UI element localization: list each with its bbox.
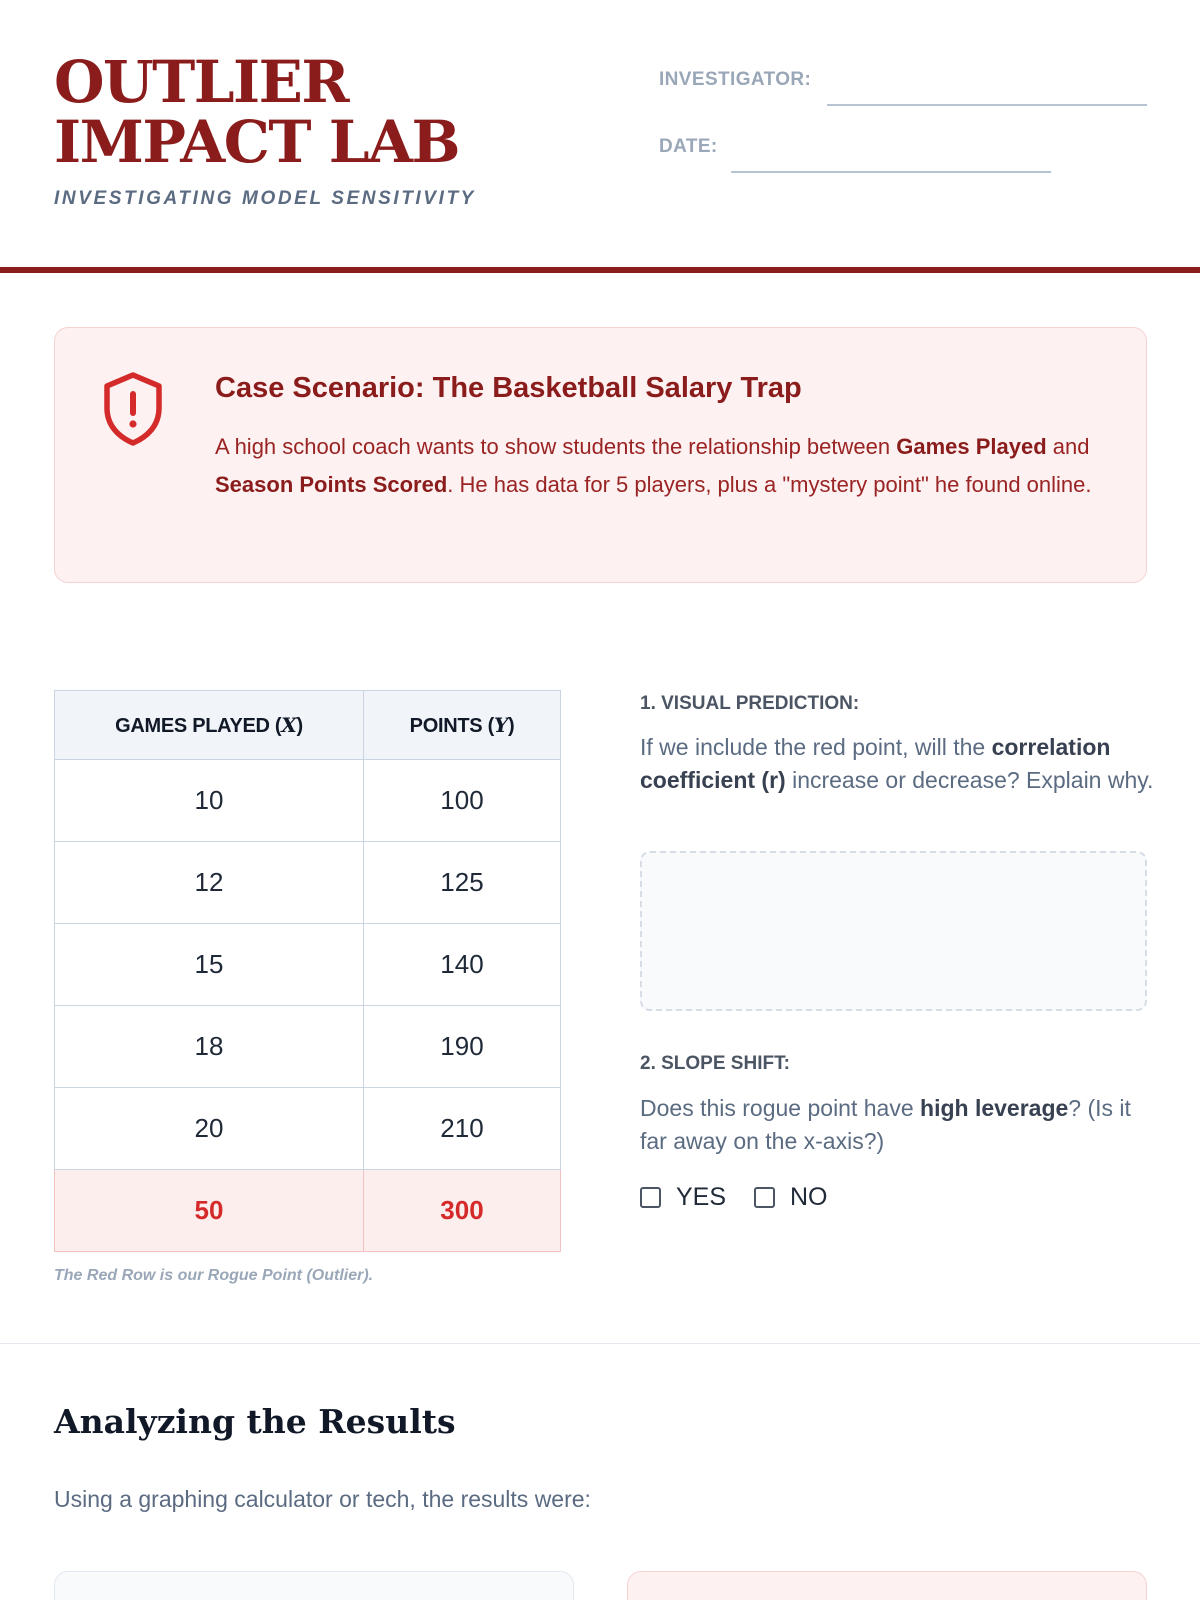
table-caption: The Red Row is our Rogue Point (Outlier).: [54, 1267, 374, 1284]
no-checkbox[interactable]: [754, 1187, 775, 1208]
cell-points: 210: [364, 1088, 561, 1170]
column-header-points: POINTS (Y): [364, 691, 561, 760]
column-header-games: GAMES PLAYED (X): [55, 691, 364, 760]
shield-alert-icon: [101, 370, 165, 446]
cell-games: 12: [55, 842, 364, 924]
investigator-field[interactable]: [827, 104, 1147, 106]
page-title: OUTLIER IMPACT LAB: [54, 48, 460, 176]
investigator-label: INVESTIGATOR:: [659, 69, 812, 90]
cell-points-outlier: 300: [364, 1170, 561, 1252]
data-table: [54, 690, 561, 1252]
yes-label: YES: [676, 1183, 727, 1211]
table-row: [55, 760, 561, 842]
question-1-label: 1. VISUAL PREDICTION:: [640, 693, 860, 714]
yes-checkbox[interactable]: [640, 1187, 661, 1208]
table-row: [55, 1088, 561, 1170]
results-section-title: Analyzing the Results: [54, 1402, 456, 1441]
outlier-row: [55, 1170, 561, 1252]
cell-games: 10: [55, 760, 364, 842]
question-2-text: Does this rogue point have high leverage? (Is it far away on the x-axis?): [640, 1095, 1131, 1154]
scenario-title: Case Scenario: The Basketball Salary Trap: [215, 372, 802, 404]
no-label: NO: [790, 1183, 828, 1211]
scenario-description: A high school coach wants to show students the relationship between Games Played and Season Points Scored. He has data for 5 players, plus a "mystery point" he found online.: [215, 434, 1092, 497]
leverage-no-option[interactable]: [754, 1183, 828, 1212]
cell-games: 15: [55, 924, 364, 1006]
cell-points: 100: [364, 760, 561, 842]
cell-games: 20: [55, 1088, 364, 1170]
cell-points: 125: [364, 842, 561, 924]
case-scenario-box: [54, 327, 1147, 583]
cell-points: 190: [364, 1006, 561, 1088]
question-1-text: If we include the red point, will the correlation coefficient (r) increase or decrease? Explain why.: [640, 734, 1154, 793]
header-divider: [0, 267, 1200, 273]
page-subtitle: INVESTIGATING MODEL SENSITIVITY: [54, 188, 476, 209]
section-divider: [0, 1343, 1200, 1344]
date-label: DATE:: [659, 136, 718, 157]
result-card-with-outlier: [627, 1571, 1147, 1600]
question-2-label: 2. SLOPE SHIFT:: [640, 1053, 790, 1074]
cell-points: 140: [364, 924, 561, 1006]
table-header-row: [55, 691, 561, 760]
scenario-bold-points: Season Points Scored: [215, 472, 448, 497]
table-row: [55, 842, 561, 924]
table-row: [55, 924, 561, 1006]
results-intro: Using a graphing calculator or tech, the results were:: [54, 1486, 591, 1512]
prediction-answer-box[interactable]: [640, 851, 1147, 1011]
cell-games-outlier: 50: [55, 1170, 364, 1252]
scenario-bold-games: Games Played: [896, 434, 1047, 459]
date-field[interactable]: [731, 171, 1051, 173]
result-card-without-outlier: [54, 1571, 574, 1600]
table-row: [55, 1006, 561, 1088]
worksheet-header: [0, 0, 1200, 275]
cell-games: 18: [55, 1006, 364, 1088]
leverage-yes-option[interactable]: [640, 1183, 726, 1212]
